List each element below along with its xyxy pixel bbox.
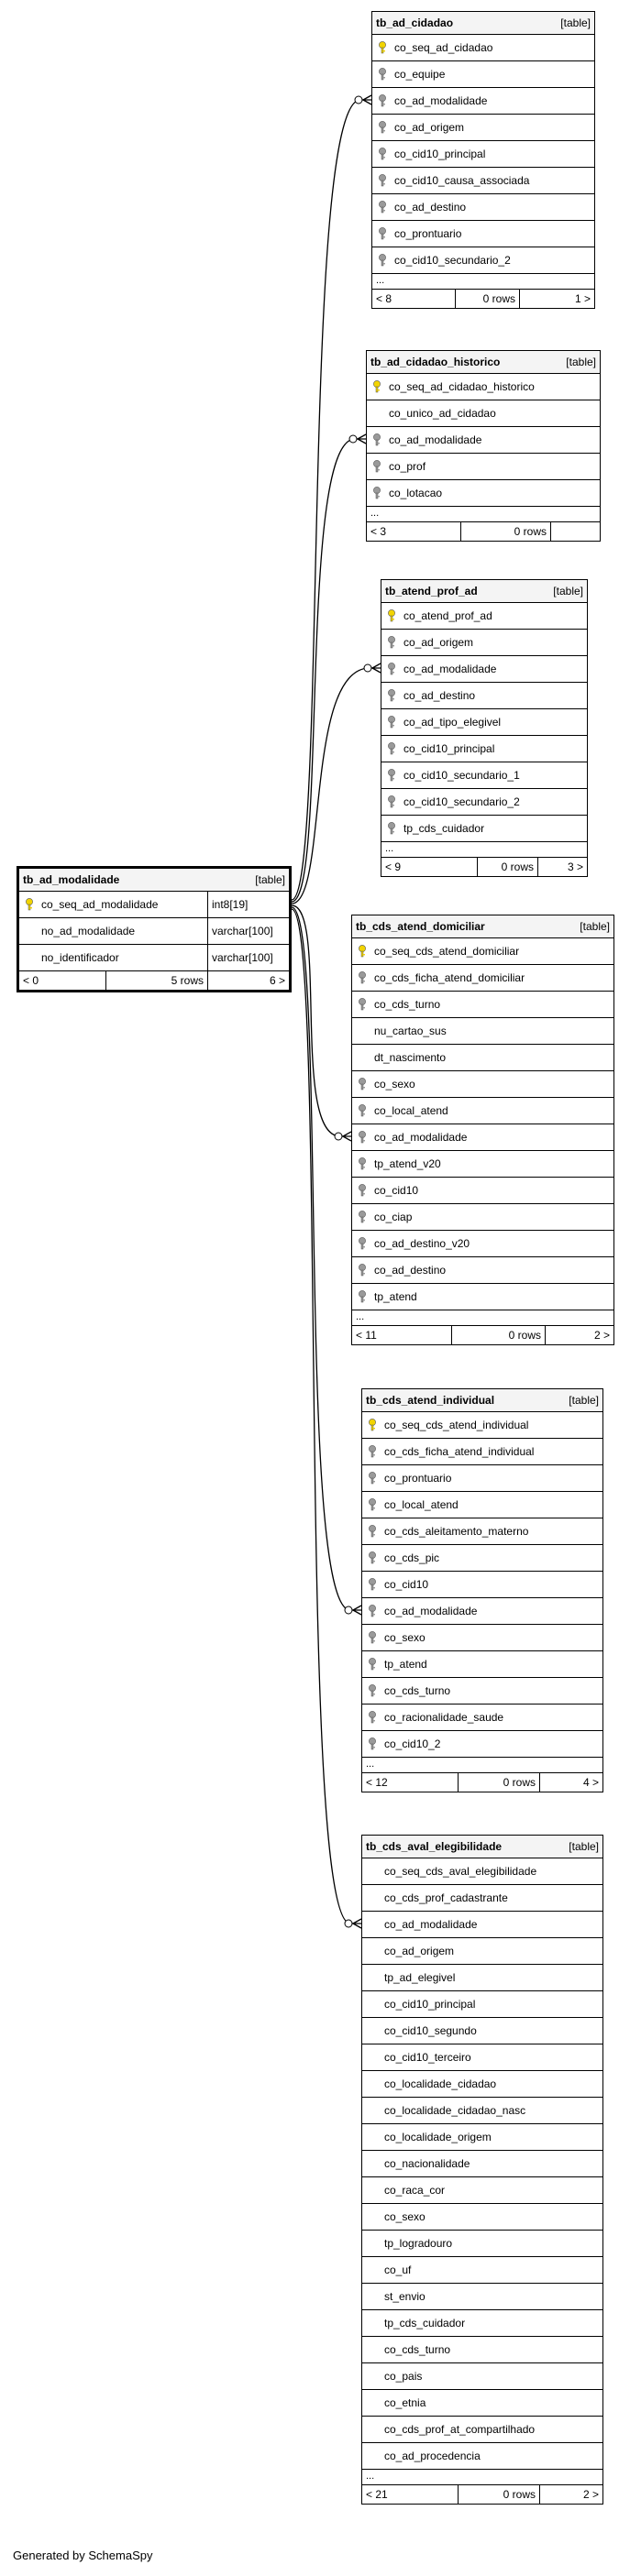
table-header[interactable] (352, 915, 613, 938)
column-name: tp_ad_elegivel (384, 1971, 456, 1984)
column-row[interactable] (352, 1257, 613, 1284)
row-count: 0 rows (503, 1776, 536, 1789)
column-row[interactable] (362, 1439, 602, 1465)
table-kind: [table] (560, 16, 591, 29)
column-row[interactable] (362, 1705, 602, 1731)
table-kind: [table] (569, 1840, 599, 1853)
column-row[interactable] (362, 2204, 602, 2231)
foreign-key-icon (368, 1472, 377, 1485)
column-row[interactable] (362, 2071, 602, 2098)
foreign-key-icon (387, 742, 396, 755)
column-type: varchar[100] (207, 918, 273, 944)
crows-foot-marker (353, 1606, 361, 1615)
column-row[interactable] (381, 762, 587, 789)
column-row[interactable] (352, 1124, 613, 1151)
foreign-key-icon (368, 1711, 377, 1724)
column-row[interactable] (362, 1492, 602, 1518)
column-row[interactable] (362, 2337, 602, 2363)
crows-foot-marker (343, 1132, 351, 1141)
column-row[interactable] (352, 965, 613, 992)
column-row[interactable] (372, 115, 594, 141)
table-name: tb_ad_cidadao_historico (370, 356, 501, 368)
child-count[interactable]: 3 > (567, 860, 583, 873)
column-name: co_cid10_segundo (384, 2024, 477, 2037)
column-row[interactable] (352, 1151, 613, 1178)
column-name: co_ad_destino (403, 689, 476, 702)
more-columns-ellipsis: ... (362, 1758, 602, 1773)
column-name: co_sexo (374, 1078, 415, 1091)
table-header[interactable] (19, 869, 289, 892)
table-name: tb_ad_modalidade (23, 873, 120, 886)
column-name: co_seq_ad_modalidade (41, 898, 159, 911)
column-row[interactable] (362, 1598, 602, 1625)
column-name: tp_atend (384, 1658, 427, 1671)
table-tb_ad_cidadao[interactable] (371, 11, 595, 309)
column-name: co_etnia (384, 2396, 426, 2409)
column-row[interactable] (362, 1991, 602, 2018)
foreign-key-icon (358, 1104, 367, 1117)
column-row[interactable] (372, 168, 594, 194)
more-columns-ellipsis: ... (362, 2470, 602, 2485)
column-name: tp_cds_cuidador (384, 2317, 466, 2329)
table-name: tb_cds_aval_elegibilidade (366, 1840, 503, 1853)
column-name: tp_cds_cuidador (403, 822, 485, 835)
foreign-key-icon (378, 94, 387, 107)
more-columns-ellipsis: ... (352, 1310, 613, 1326)
column-name: co_ad_tipo_elegivel (403, 716, 502, 729)
row-count: 0 rows (501, 860, 534, 873)
column-name: co_ad_procedencia (384, 2450, 481, 2462)
column-row[interactable] (381, 816, 587, 842)
column-name: co_seq_cds_atend_individual (384, 1419, 529, 1431)
column-row[interactable] (362, 2390, 602, 2417)
column-name: co_cid10_principal (394, 148, 486, 160)
column-name: co_ad_origem (394, 121, 465, 134)
more-columns-ellipsis: ... (367, 507, 600, 522)
zero-cardinality-marker (345, 1606, 352, 1614)
column-name: co_cid10_terceiro (384, 2051, 471, 2064)
child-count[interactable]: 1 > (574, 292, 591, 305)
column-row[interactable] (362, 2151, 602, 2177)
parent-count[interactable]: < 21 (366, 2488, 388, 2501)
row-count: 0 rows (514, 525, 547, 538)
footer-divider (539, 2485, 540, 2504)
column-name: co_ad_modalidade (389, 433, 482, 446)
foreign-key-icon (358, 1157, 367, 1170)
column-row[interactable] (352, 1178, 613, 1204)
table-kind: [table] (255, 873, 285, 886)
parent-count[interactable]: < 8 (376, 292, 392, 305)
column-row[interactable] (372, 141, 594, 168)
table-header[interactable] (367, 351, 600, 374)
foreign-key-icon (358, 1264, 367, 1277)
relationship-line (292, 905, 351, 1136)
table-kind: [table] (569, 1394, 599, 1407)
column-row[interactable] (372, 221, 594, 247)
foreign-key-icon (358, 1237, 367, 1250)
relationship-line (292, 668, 381, 904)
crows-foot-marker (363, 95, 371, 104)
parent-count[interactable]: < 11 (356, 1329, 377, 1342)
parent-count[interactable]: < 9 (385, 860, 402, 873)
row-count: 5 rows (171, 974, 204, 987)
column-row[interactable] (362, 2098, 602, 2124)
footer-divider (545, 1326, 546, 1344)
foreign-key-icon (358, 1211, 367, 1223)
column-name: co_cid10 (384, 1578, 429, 1591)
column-name: co_sexo (384, 2210, 426, 2223)
column-row[interactable] (19, 945, 289, 971)
key-icon (387, 609, 396, 622)
column-name: co_cid10_principal (403, 742, 495, 755)
column-name: co_cid10_2 (384, 1737, 441, 1750)
column-row[interactable] (362, 2018, 602, 2044)
foreign-key-icon (372, 487, 381, 499)
column-name: co_cid10_principal (384, 1998, 476, 2011)
column-name: co_ad_origem (403, 636, 474, 649)
column-name: co_nacionalidade (384, 2157, 470, 2170)
column-name: st_envio (384, 2290, 426, 2303)
column-name: co_cds_turno (384, 2343, 451, 2356)
key-icon (372, 380, 381, 393)
column-name: co_prontuario (394, 227, 462, 240)
foreign-key-icon (372, 460, 381, 473)
column-name: co_pais (384, 2370, 423, 2383)
parent-count[interactable]: < 0 (23, 974, 39, 987)
generated-by-credit: Generated by SchemaSpy (13, 2549, 153, 2562)
zero-cardinality-marker (364, 664, 371, 672)
column-row[interactable] (352, 1045, 613, 1071)
relationship-line (292, 439, 366, 902)
column-row[interactable] (367, 480, 600, 507)
column-row[interactable] (362, 2443, 602, 2470)
table-tb_cds_atend_individual[interactable] (361, 1388, 603, 1792)
child-count[interactable]: 6 > (269, 974, 285, 987)
foreign-key-icon (372, 433, 381, 446)
column-name: co_cid10_secundario_1 (403, 769, 520, 782)
column-name: co_ciap (374, 1211, 413, 1223)
table-name: tb_atend_prof_ad (385, 585, 478, 597)
column-row[interactable] (362, 2044, 602, 2071)
more-columns-ellipsis: ... (372, 274, 594, 290)
column-name: co_ad_origem (384, 1945, 455, 1957)
foreign-key-icon (378, 121, 387, 134)
column-name: no_identificador (41, 951, 119, 964)
column-row[interactable] (362, 2284, 602, 2310)
column-name: co_ad_destino (374, 1264, 447, 1277)
footer-divider (539, 1773, 540, 1792)
more-columns-ellipsis: ... (381, 842, 587, 858)
zero-cardinality-marker (345, 1920, 352, 1927)
column-name: co_seq_ad_cidadao_historico (389, 380, 535, 393)
column-name: co_ad_modalidade (394, 94, 488, 107)
column-row[interactable] (362, 2417, 602, 2443)
column-row[interactable] (367, 400, 600, 427)
table-name: tb_cds_atend_individual (366, 1394, 495, 1407)
column-row[interactable] (367, 454, 600, 480)
foreign-key-icon (358, 971, 367, 984)
column-name: co_racionalidade_saude (384, 1711, 504, 1724)
foreign-key-icon (368, 1684, 377, 1697)
column-name: co_unico_ad_cidadao (389, 407, 496, 420)
column-row[interactable] (367, 374, 600, 400)
column-row[interactable] (362, 1965, 602, 1991)
table-tb_ad_modalidade[interactable] (17, 866, 292, 992)
column-row[interactable] (352, 938, 613, 965)
column-name: co_lotacao (389, 487, 443, 499)
column-row[interactable] (19, 918, 289, 945)
column-name: co_ad_modalidade (384, 1918, 478, 1931)
column-name: co_uf (384, 2264, 412, 2276)
key-icon (368, 1419, 377, 1431)
column-row[interactable] (372, 88, 594, 115)
column-name: co_raca_cor (384, 2184, 446, 2197)
column-name: co_cds_prof_at_compartilhado (384, 2423, 536, 2436)
foreign-key-icon (368, 1445, 377, 1458)
crows-foot-marker (372, 663, 381, 673)
foreign-key-icon (387, 689, 396, 702)
column-name: co_cds_turno (384, 1684, 451, 1697)
column-row[interactable] (362, 2177, 602, 2204)
column-row[interactable] (381, 709, 587, 736)
child-count[interactable]: 4 > (582, 1776, 599, 1789)
column-name: dt_nascimento (374, 1051, 447, 1064)
table-tb_cds_atend_domiciliar[interactable] (351, 915, 614, 1345)
column-row[interactable] (381, 603, 587, 630)
column-row[interactable] (362, 2363, 602, 2390)
foreign-key-icon (387, 769, 396, 782)
foreign-key-icon (368, 1605, 377, 1617)
table-name: tb_cds_atend_domiciliar (356, 920, 485, 933)
column-name: co_local_atend (384, 1498, 459, 1511)
column-name: co_ad_modalidade (403, 663, 497, 675)
zero-cardinality-marker (335, 1133, 342, 1140)
column-name: co_cds_turno (374, 998, 441, 1011)
crows-foot-marker (353, 1919, 361, 1928)
key-icon (358, 945, 367, 958)
foreign-key-icon (368, 1631, 377, 1644)
table-kind: [table] (580, 920, 610, 933)
column-name: co_atend_prof_ad (403, 609, 492, 622)
column-name: co_ad_destino (394, 201, 467, 214)
table-kind: [table] (566, 356, 596, 368)
foreign-key-icon (378, 227, 387, 240)
column-name: co_localidade_cidadao_nasc (384, 2104, 526, 2117)
foreign-key-icon (378, 68, 387, 81)
column-row[interactable] (362, 1518, 602, 1545)
foreign-key-icon (387, 663, 396, 675)
footer-divider (207, 971, 208, 990)
column-name: co_cid10_secundario_2 (394, 254, 511, 267)
key-icon (378, 41, 387, 54)
foreign-key-icon (378, 201, 387, 214)
column-row[interactable] (367, 427, 600, 454)
column-row[interactable] (352, 1018, 613, 1045)
column-name: co_localidade_cidadao (384, 2077, 497, 2090)
column-name: co_cds_prof_cadastrante (384, 1891, 508, 1904)
relationship-line (292, 100, 371, 900)
column-row[interactable] (372, 194, 594, 221)
table-kind: [table] (553, 585, 583, 597)
column-row[interactable] (372, 247, 594, 274)
foreign-key-icon (387, 822, 396, 835)
column-row[interactable] (362, 2310, 602, 2337)
column-row[interactable] (352, 1071, 613, 1098)
column-name: tp_atend_v20 (374, 1157, 441, 1170)
zero-cardinality-marker (355, 96, 362, 104)
column-row[interactable] (362, 1651, 602, 1678)
footer-divider (550, 522, 551, 541)
table-footer (372, 290, 594, 308)
footer-divider (519, 290, 520, 308)
foreign-key-icon (358, 1184, 367, 1197)
column-name: co_prontuario (384, 1472, 452, 1485)
column-row[interactable] (352, 992, 613, 1018)
column-name: co_cds_ficha_atend_individual (384, 1445, 535, 1458)
column-row[interactable] (381, 789, 587, 816)
column-row[interactable] (352, 1231, 613, 1257)
parent-count[interactable]: < 12 (366, 1776, 388, 1789)
key-icon (25, 898, 34, 911)
table-header[interactable] (381, 580, 587, 603)
column-row[interactable] (381, 656, 587, 683)
table-footer (352, 1326, 613, 1344)
column-name: co_seq_ad_cidadao (394, 41, 493, 54)
foreign-key-icon (358, 998, 367, 1011)
foreign-key-icon (368, 1498, 377, 1511)
parent-count[interactable]: < 3 (370, 525, 387, 538)
table-tb_atend_prof_ad[interactable] (381, 579, 588, 877)
column-row[interactable] (352, 1098, 613, 1124)
column-name: co_ad_destino_v20 (374, 1237, 470, 1250)
table-header[interactable] (362, 1836, 602, 1858)
foreign-key-icon (368, 1525, 377, 1538)
column-row[interactable] (362, 1678, 602, 1705)
column-name: co_cid10 (374, 1184, 419, 1197)
column-name: co_ad_modalidade (384, 1605, 478, 1617)
table-footer (381, 858, 587, 876)
foreign-key-icon (378, 254, 387, 267)
column-row[interactable] (362, 1912, 602, 1938)
column-row[interactable] (362, 1858, 602, 1885)
column-type: int8[19] (207, 892, 248, 917)
table-footer (19, 971, 289, 990)
foreign-key-icon (358, 1078, 367, 1091)
child-count[interactable]: 2 > (582, 2488, 599, 2501)
foreign-key-icon (358, 1290, 367, 1303)
column-name: co_seq_cds_atend_domiciliar (374, 945, 520, 958)
column-row[interactable] (352, 1204, 613, 1231)
column-type: varchar[100] (207, 945, 273, 970)
column-name: nu_cartao_sus (374, 1025, 447, 1037)
column-name: no_ad_modalidade (41, 925, 136, 937)
column-name: co_cid10_causa_associada (394, 174, 530, 187)
table-footer (362, 2485, 602, 2504)
column-row[interactable] (362, 2257, 602, 2284)
column-name: co_sexo (384, 1631, 426, 1644)
column-name: co_equipe (394, 68, 446, 81)
column-row[interactable] (362, 2231, 602, 2257)
column-name: co_cid10_secundario_2 (403, 795, 520, 808)
column-row[interactable] (362, 1938, 602, 1965)
column-row[interactable] (372, 61, 594, 88)
table-tb_ad_cidadao_historico[interactable] (366, 350, 601, 542)
foreign-key-icon (387, 795, 396, 808)
column-row[interactable] (362, 1885, 602, 1912)
foreign-key-icon (387, 716, 396, 729)
column-name: co_localidade_origem (384, 2131, 492, 2143)
column-row[interactable] (381, 683, 587, 709)
foreign-key-icon (368, 1578, 377, 1591)
table-tb_cds_aval_elegibilidade[interactable] (361, 1835, 603, 2505)
column-row[interactable] (362, 2124, 602, 2151)
table-name: tb_ad_cidadao (376, 16, 454, 29)
zero-cardinality-marker (349, 435, 357, 443)
column-name: co_prof (389, 460, 426, 473)
column-name: co_cds_ficha_atend_domiciliar (374, 971, 525, 984)
child-count[interactable]: 2 > (593, 1329, 610, 1342)
column-name: co_cds_pic (384, 1551, 440, 1564)
foreign-key-icon (387, 636, 396, 649)
column-name: co_seq_cds_aval_elegibilidade (384, 1865, 537, 1878)
column-row[interactable] (352, 1284, 613, 1310)
foreign-key-icon (368, 1658, 377, 1671)
column-row[interactable] (19, 892, 289, 918)
column-row[interactable] (381, 630, 587, 656)
column-row[interactable] (362, 1625, 602, 1651)
column-name: co_cds_aleitamento_materno (384, 1525, 529, 1538)
foreign-key-icon (378, 148, 387, 160)
foreign-key-icon (368, 1551, 377, 1564)
row-count: 0 rows (503, 2488, 536, 2501)
foreign-key-icon (378, 174, 387, 187)
column-row[interactable] (362, 1572, 602, 1598)
column-row[interactable] (362, 1545, 602, 1572)
foreign-key-icon (358, 1131, 367, 1144)
column-name: co_local_atend (374, 1104, 448, 1117)
foreign-key-icon (368, 1737, 377, 1750)
column-row[interactable] (362, 1465, 602, 1492)
column-row[interactable] (362, 1412, 602, 1439)
column-name: tp_logradouro (384, 2237, 453, 2250)
table-header[interactable] (372, 12, 594, 35)
crows-foot-marker (358, 434, 366, 444)
table-footer (367, 522, 600, 541)
column-row[interactable] (372, 35, 594, 61)
footer-divider (537, 858, 538, 876)
column-name: tp_atend (374, 1290, 417, 1303)
row-count: 0 rows (482, 292, 515, 305)
table-footer (362, 1773, 602, 1792)
column-name: co_ad_modalidade (374, 1131, 468, 1144)
column-row[interactable] (381, 736, 587, 762)
row-count: 0 rows (508, 1329, 541, 1342)
table-header[interactable] (362, 1389, 602, 1412)
column-row[interactable] (362, 1731, 602, 1758)
